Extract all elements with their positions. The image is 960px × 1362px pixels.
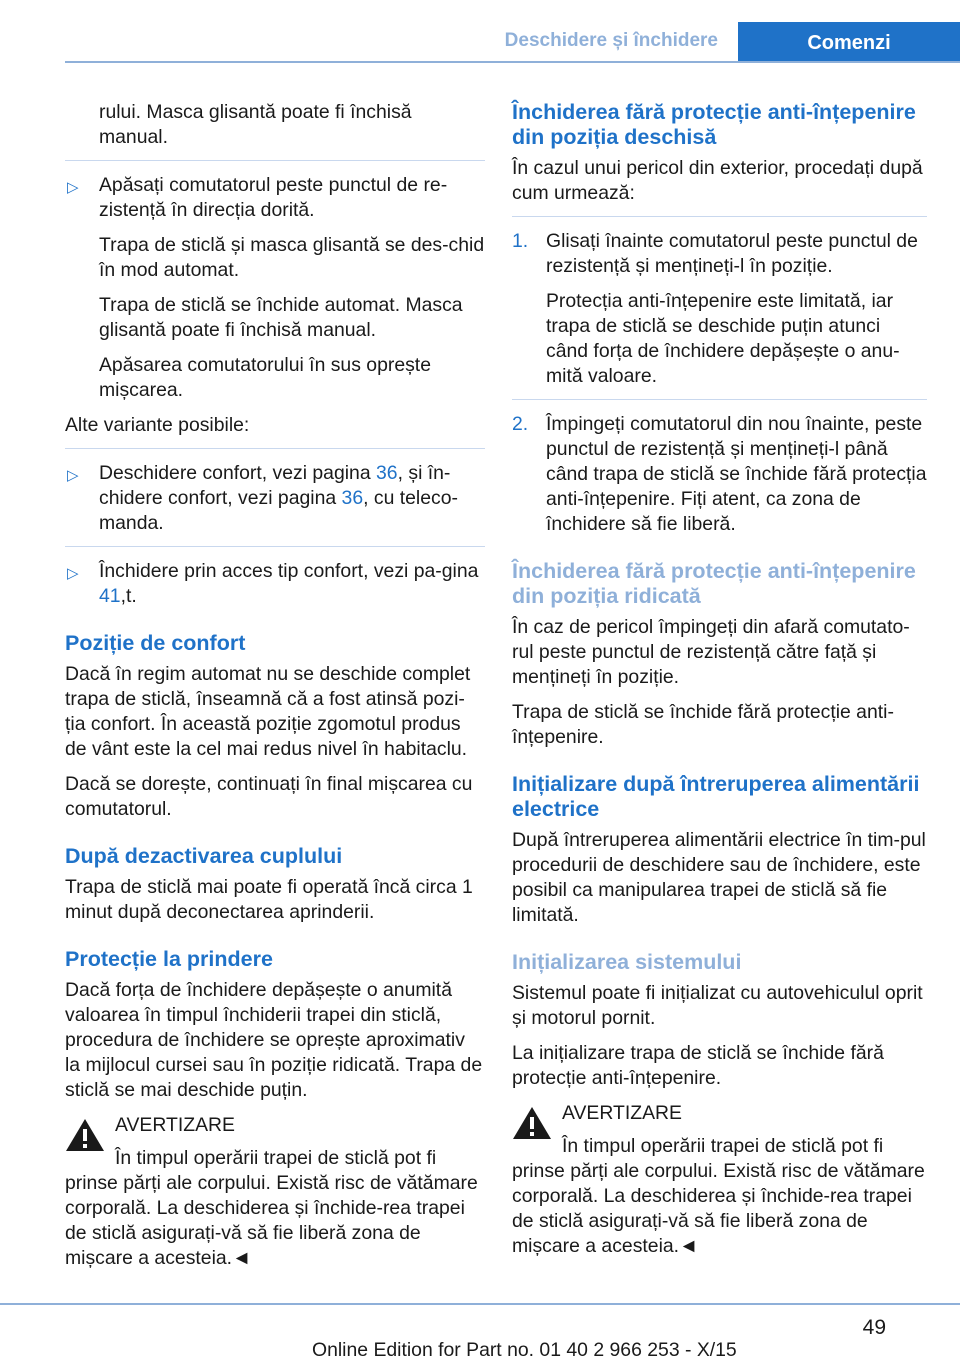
heading-inchidere-deschisa: Închiderea fără protecție anti-înțepenire din poziția deschisă — [512, 100, 916, 149]
page-link[interactable]: 36 — [341, 487, 364, 509]
paragraph: Dacă se dorește, continuați în final mișcarea cu comutatorul. — [65, 773, 473, 820]
heading-inchidere-ridicata: Închiderea fără protecție anti-înțepenire din poziția ridicată — [512, 559, 916, 608]
heading-initializarea-sistemului: Inițializarea sistemului — [512, 950, 742, 974]
paragraph: În cazul unui pericol din exterior, procedați după cum urmează: — [512, 157, 923, 204]
list-item-text: Închidere prin acces tip confort, vezi pa-gina 41,t. — [99, 560, 479, 607]
footer-rule — [0, 1303, 960, 1305]
heading-initializare: Inițializare după întreruperea alimentării electrice — [512, 772, 920, 821]
heading-dupa-dezactivare: După dezactivarea cuplului — [65, 844, 343, 868]
warning-block — [512, 1101, 927, 1259]
list-item-text: Împingeți comutatorul din nou înainte, peste punctul de rezistență și mențineți-l până când trapa de sticlă se închide fără protecția anti-înțepenire. Fiți atent, ca zona de închidere să fie liberă. — [546, 413, 927, 535]
divider — [512, 216, 927, 217]
list-item — [65, 461, 485, 536]
list-item-text: Deschidere confort, vezi pagina 36, și în-chidere confort, vezi pagina 36, cu teleco-manda. — [99, 462, 458, 534]
warning-text: prinse părți ale corpului. Există risc de vătămare corporală. La deschiderea și închide-rea trapei de sticlă asigurați-vă să fie liberă zona de mișcare a acesteia.◄ — [512, 1160, 925, 1257]
paragraph: Trapa de sticlă se închide fără protecție anti-înțepenire. — [512, 701, 894, 748]
list-item-text: Protecția anti-înțepenire este limitată, iar trapa de sticlă se deschide puțin atunci când forța de închidere depășește o anu-mită valoare. — [546, 290, 900, 387]
paragraph: Dacă în regim automat nu se deschide complet trapa de sticlă, înseamnă că a fost atinsă pozi-ția confort. În această poziție zgomotul produs de vânt este la cel mai redus nivel în habitaclu. — [65, 663, 471, 760]
paragraph: În caz de pericol împingeți din afară comutato-rul peste punctul de rezistență către față și mențineți în poziție. — [512, 616, 910, 688]
left-column — [65, 100, 485, 1281]
warning-text: În timpul operării trapei de sticlă pot fi — [562, 1135, 884, 1157]
triangle-bullet-icon: ▷ — [67, 565, 79, 582]
warning-block — [65, 1113, 485, 1271]
section-title: Deschidere și închidere — [504, 30, 718, 51]
heading-confort: Poziție de confort — [65, 631, 246, 655]
list-item-text: Trapa de sticlă și masca glisantă se des-chid în mod automat. — [99, 234, 485, 281]
list-item — [512, 412, 927, 537]
paragraph: Alte variante posibile: — [65, 414, 250, 436]
warning-text: prinse părți ale corpului. Există risc de vătămare corporală. La deschiderea și închide-rea trapei de sticlă asigurați-vă să fie liberă zona de mișcare a acesteia.◄ — [65, 1172, 478, 1269]
page-link[interactable]: 41 — [99, 585, 121, 607]
chapter-tab: Comenzi — [738, 22, 960, 62]
divider — [512, 399, 927, 400]
page-header — [0, 0, 960, 62]
list-item-text: Apăsați comutatorul peste punctul de re-zistență în direcția dorită. — [99, 174, 448, 221]
paragraph: La inițializare trapa de sticlă se închide fără protecție anti-înțepenire. — [512, 1042, 884, 1089]
list-item — [512, 229, 927, 389]
list-number: 1. — [512, 230, 529, 252]
list-item — [65, 559, 485, 609]
warning-icon — [65, 1117, 105, 1153]
triangle-bullet-icon: ▷ — [67, 467, 79, 484]
paragraph: Sistemul poate fi inițializat cu autovehiculul oprit și motorul pornit. — [512, 982, 923, 1029]
page-number: 49 — [862, 1316, 886, 1339]
warning-icon — [512, 1105, 552, 1141]
continued-text: rului. Masca glisantă poate fi închisă manual. — [99, 101, 412, 148]
right-column — [512, 100, 927, 1269]
list-item — [65, 173, 485, 403]
paragraph: După întreruperea alimentării electrice în tim-pul procedurii de deschidere sau de închidere, este posibil ca manipularea trapei de sticlă să fie limitată. — [512, 829, 926, 926]
paragraph: Dacă forța de închidere depășește o anumită valoarea în timpul închiderii trapei din sticlă, procedura de închidere se oprește aproximativ la mijlocul cursei sau în poziție ridicată. Trapa de sticlă se mai deschide puțin. — [65, 979, 483, 1101]
page-link[interactable]: 36 — [376, 462, 398, 484]
list-item-text: Trapa de sticlă se închide automat. Masca glisantă poate fi închisă manual. — [99, 294, 463, 341]
paragraph: Trapa de sticlă mai poate fi operată încă circa 1 minut după deconectarea aprinderii. — [65, 876, 473, 923]
list-item-text: Apăsarea comutatorului în sus oprește mișcarea. — [99, 354, 431, 401]
list-item-text: Glisați înainte comutatorul peste punctul de rezistență și mențineți-l în poziție. — [546, 230, 918, 277]
triangle-bullet-icon: ▷ — [67, 179, 79, 196]
header-rule — [65, 61, 960, 63]
list-number: 2. — [512, 413, 529, 435]
warning-title: AVERTIZARE — [562, 1102, 682, 1124]
divider — [65, 546, 485, 547]
warning-text: În timpul operării trapei de sticlă pot fi — [115, 1147, 437, 1169]
warning-title: AVERTIZARE — [115, 1114, 235, 1136]
edition-text: Online Edition for Part no. 01 40 2 966 253 - X/15 — [312, 1339, 737, 1361]
divider — [65, 160, 485, 161]
divider — [65, 448, 485, 449]
heading-protectie: Protecție la prindere — [65, 947, 273, 971]
